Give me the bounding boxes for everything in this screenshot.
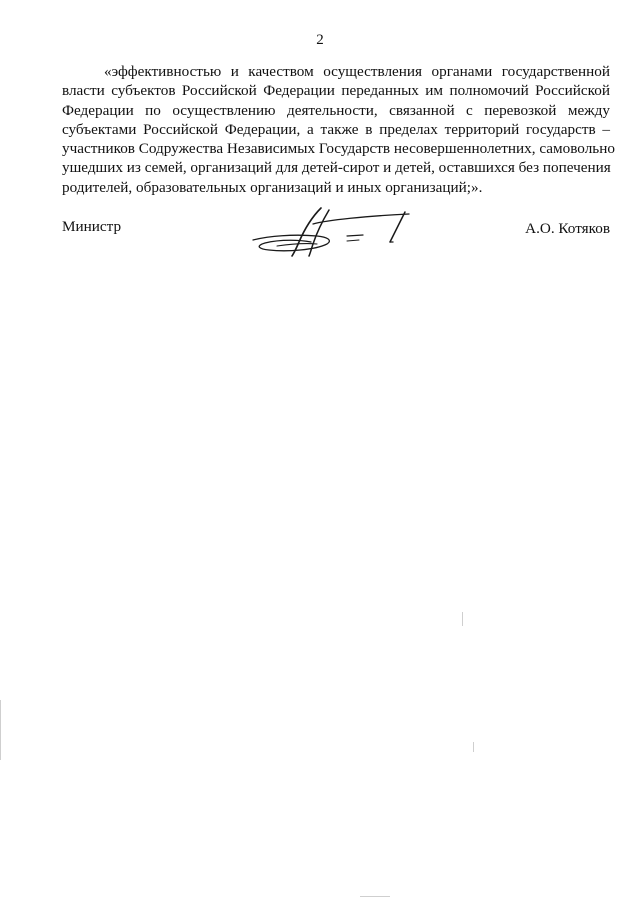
handwritten-signature-icon (247, 206, 427, 258)
paragraph-line: ушедших из семей, организаций для детей-сирот и детей, оставшихся без попечения (62, 159, 611, 177)
scan-speck (0, 700, 1, 760)
paragraph-line: «эффективностью и качеством осуществления органами государственной (104, 63, 610, 80)
paragraph-line: участников Содружества Независимых Государств несовершеннолетних, самовольно (62, 140, 615, 158)
scan-speck (360, 896, 390, 897)
paragraph-line: власти субъектов Российской Федерации переданных им полномочий Российской (62, 82, 610, 100)
scan-speck (473, 742, 474, 752)
paragraph-line: Федерации по осуществлению деятельности, связанной с перевозкой между (62, 101, 610, 119)
signature-block (62, 218, 610, 258)
page-number: 2 (316, 32, 324, 48)
scan-speck (462, 612, 463, 626)
paragraph-line: родителей, образовательных организаций и иных организаций;». (62, 178, 483, 196)
paragraph (62, 62, 615, 197)
paragraph-line: субъектами Российской Федерации, а также в пределах территорий государств – (62, 120, 610, 138)
signatory-name: А.О. Котяков (525, 220, 610, 237)
signatory-title: Министр (62, 218, 122, 235)
